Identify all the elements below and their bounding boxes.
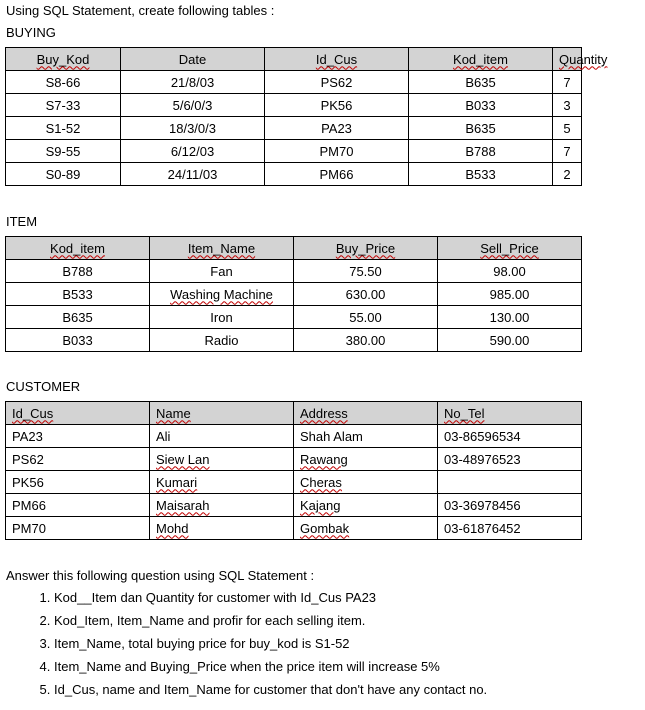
table-header-row xyxy=(6,48,582,71)
table-cell: Cheras xyxy=(294,471,438,494)
table-cell: 24/11/03 xyxy=(121,163,265,186)
table-cell: Ali xyxy=(150,425,294,448)
question-list xyxy=(20,586,487,701)
table-cell: B635 xyxy=(409,71,553,94)
customer-table xyxy=(5,401,582,540)
table-cell: Maisarah xyxy=(150,494,294,517)
table-cell: B788 xyxy=(409,140,553,163)
table-row xyxy=(6,306,582,329)
table-cell: PM70 xyxy=(6,517,150,540)
table-cell: Siew Lan xyxy=(150,448,294,471)
table-cell: PM66 xyxy=(265,163,409,186)
table-cell: Fan xyxy=(150,260,294,283)
intro-text: Using SQL Statement, create following tables : xyxy=(6,3,275,18)
table-cell: Shah Alam xyxy=(294,425,438,448)
table-cell: S7-33 xyxy=(6,94,121,117)
table-cell: PK56 xyxy=(265,94,409,117)
buying-table xyxy=(5,47,608,186)
table-cell: PA23 xyxy=(6,425,150,448)
header-cell: Item_Name xyxy=(150,237,294,260)
table-cell: S0-89 xyxy=(6,163,121,186)
table-row xyxy=(6,471,582,494)
table-row xyxy=(6,425,582,448)
table-cell: 380.00 xyxy=(294,329,438,352)
header-cell: Id_Cus xyxy=(265,48,409,71)
table-cell: B533 xyxy=(6,283,150,306)
table-cell: 7 xyxy=(553,140,582,163)
table-header-row xyxy=(6,402,582,425)
table-cell: 590.00 xyxy=(438,329,582,352)
table-cell: 5 xyxy=(553,117,582,140)
header-cell: Address xyxy=(294,402,438,425)
header-cell: Buy_Kod xyxy=(6,48,121,71)
table-cell: B635 xyxy=(6,306,150,329)
table-cell: Rawang xyxy=(294,448,438,471)
table-cell: 130.00 xyxy=(438,306,582,329)
table-cell: Iron xyxy=(150,306,294,329)
header-cell: Date xyxy=(121,48,265,71)
table-row xyxy=(6,448,582,471)
table-cell: PK56 xyxy=(6,471,150,494)
table-cell: S1-52 xyxy=(6,117,121,140)
list-item: 5. Id_Cus, name and Item_Name for customer that don't have any contact no. xyxy=(54,678,487,701)
header-cell: Buy_Price xyxy=(294,237,438,260)
list-item: 1. Kod__Item dan Quantity for customer with Id_Cus PA23 xyxy=(54,586,487,609)
customer-title: CUSTOMER xyxy=(6,379,81,394)
table-row xyxy=(6,283,582,306)
table-cell: S9-55 xyxy=(6,140,121,163)
table-cell: 5/6/0/3 xyxy=(121,94,265,117)
list-item: 2. Kod_Item, Item_Name and profir for each selling item. xyxy=(54,609,487,632)
table-cell: B533 xyxy=(409,163,553,186)
table-cell: B788 xyxy=(6,260,150,283)
table-cell: PS62 xyxy=(6,448,150,471)
table-cell: PA23 xyxy=(265,117,409,140)
table-row xyxy=(6,260,582,283)
header-cell: Sell_Price xyxy=(438,237,582,260)
table-cell: PM66 xyxy=(6,494,150,517)
table-cell: Washing Machine xyxy=(150,283,294,306)
table-cell: S8-66 xyxy=(6,71,121,94)
header-cell: Quantity xyxy=(553,48,582,71)
header-cell: No_Tel xyxy=(438,402,582,425)
table-row xyxy=(6,329,582,352)
table-cell xyxy=(438,471,582,494)
table-row xyxy=(6,163,582,186)
item-table xyxy=(5,236,582,352)
table-cell: Radio xyxy=(150,329,294,352)
item-title: ITEM xyxy=(6,214,38,229)
table-cell: Kumari xyxy=(150,471,294,494)
list-item: 4. Item_Name and Buying_Price when the price item will increase 5% xyxy=(54,655,487,678)
table-cell: 630.00 xyxy=(294,283,438,306)
table-cell: B033 xyxy=(6,329,150,352)
table-cell: 75.50 xyxy=(294,260,438,283)
table-cell: 55.00 xyxy=(294,306,438,329)
table-cell: 3 xyxy=(553,94,582,117)
header-cell: Name xyxy=(150,402,294,425)
header-cell: Kod_item xyxy=(409,48,553,71)
table-cell: 21/8/03 xyxy=(121,71,265,94)
table-cell: 98.00 xyxy=(438,260,582,283)
table-row xyxy=(6,94,582,117)
buying-title: BUYING xyxy=(6,25,56,40)
table-cell: 985.00 xyxy=(438,283,582,306)
questions-intro: Answer this following question using SQL Statement : xyxy=(6,568,315,583)
table-cell: 03-36978456 xyxy=(438,494,582,517)
table-row xyxy=(6,117,582,140)
table-cell: 2 xyxy=(553,163,582,186)
table-header-row xyxy=(6,237,582,260)
table-cell: Mohd xyxy=(150,517,294,540)
table-cell: 03-48976523 xyxy=(438,448,582,471)
table-cell: PS62 xyxy=(265,71,409,94)
header-cell: Id_Cus xyxy=(6,402,150,425)
table-cell: 18/3/0/3 xyxy=(121,117,265,140)
table-cell: B033 xyxy=(409,94,553,117)
table-cell: 03-61876452 xyxy=(438,517,582,540)
table-cell: 6/12/03 xyxy=(121,140,265,163)
table-cell: Gombak xyxy=(294,517,438,540)
header-cell: Kod_item xyxy=(6,237,150,260)
table-cell: Kajang xyxy=(294,494,438,517)
table-cell: 03-86596534 xyxy=(438,425,582,448)
table-row xyxy=(6,517,582,540)
table-row xyxy=(6,494,582,517)
table-cell: 7 xyxy=(553,71,582,94)
list-item: 3. Item_Name, total buying price for buy_kod is S1-52 xyxy=(54,632,487,655)
table-row xyxy=(6,71,582,94)
table-cell: B635 xyxy=(409,117,553,140)
table-row xyxy=(6,140,582,163)
table-cell: PM70 xyxy=(265,140,409,163)
